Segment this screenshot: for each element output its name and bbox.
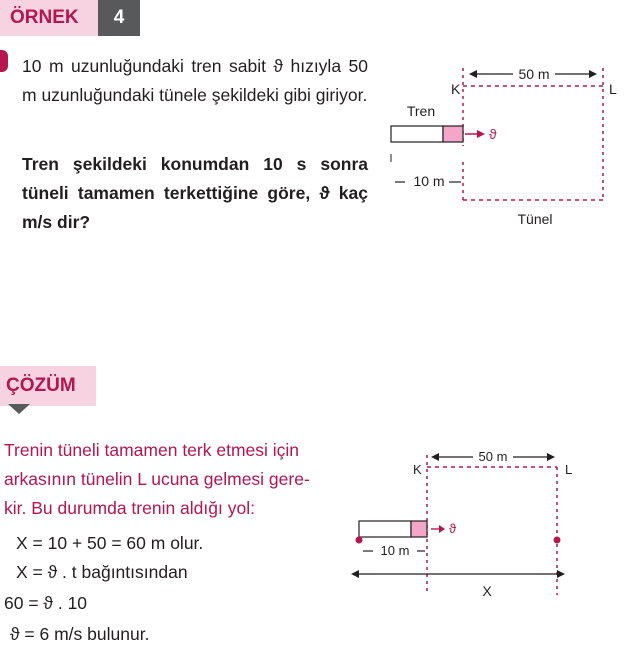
train-front-car	[443, 126, 463, 142]
left-arrowhead-icon	[431, 453, 439, 461]
point-k-label: K	[451, 81, 461, 97]
equation-distance: X = 10 + 50 = 60 m olur.	[16, 533, 204, 553]
tunnel-end-point	[554, 537, 561, 544]
train-label: Tren	[406, 103, 436, 119]
point-k-label: K	[413, 462, 422, 477]
solution-pointer-icon	[8, 404, 30, 414]
train-body	[391, 126, 443, 142]
velocity-label: ϑ	[489, 126, 497, 142]
left-arrowhead-icon	[469, 70, 477, 78]
train-front-car	[411, 521, 427, 537]
question-text: 10 m uzunluğundaki tren sabit ϑ hızıyla 50 m uzunluğundaki tünele şekildeki gibi giriyor.	[22, 56, 368, 105]
tunnel-length-label: 50 m	[518, 66, 550, 82]
solution-text-line1: Trenin tüneli tamamen terk etmesi için	[4, 440, 300, 460]
velocity-arrow-icon	[477, 130, 485, 138]
right-arrowhead-icon	[589, 70, 597, 78]
solution-text-line3: kir. Bu durumda trenin aldığı yol:	[4, 498, 255, 518]
equation-substitution: 60 = ϑ . 10	[4, 593, 88, 613]
example-label: ÖRNEK	[0, 0, 98, 36]
tunnel-length-label: 50 m	[478, 449, 508, 464]
train-length-label: 10 m	[413, 173, 445, 189]
equation-result: ϑ = 6 m/s bulunur.	[10, 624, 150, 644]
right-arrowhead-icon	[547, 453, 555, 461]
figure-solution-diagram	[345, 445, 595, 610]
velocity-label: ϑ	[449, 521, 457, 536]
solution-text-line2: arkasının tünelin L ucuna gelmesi gere-	[4, 469, 310, 489]
left-arrowhead-icon	[351, 570, 359, 578]
figure-train-entering-tunnel	[385, 58, 625, 238]
question-bold-text: Tren şekildeki konumdan 10 s sonra tüneli tamamen terkettiğine göre, ϑ kaç m/s dir?	[22, 154, 368, 232]
example-number: 4	[98, 0, 140, 36]
solution-label: ÇÖZÜM	[0, 366, 96, 406]
right-arrowhead-icon	[557, 570, 565, 578]
point-l-label: L	[565, 462, 573, 477]
train-length-label: 10 m	[380, 543, 410, 558]
equation-formula: X = ϑ . t bağıntısından	[16, 562, 188, 582]
question-marker-icon	[0, 50, 8, 72]
point-l-label: L	[609, 81, 617, 97]
train-body	[359, 521, 411, 537]
velocity-arrow-icon	[439, 525, 445, 533]
train-rear-point	[356, 537, 363, 544]
tunnel-label: Tünel	[517, 211, 553, 227]
distance-label: X	[482, 583, 492, 599]
